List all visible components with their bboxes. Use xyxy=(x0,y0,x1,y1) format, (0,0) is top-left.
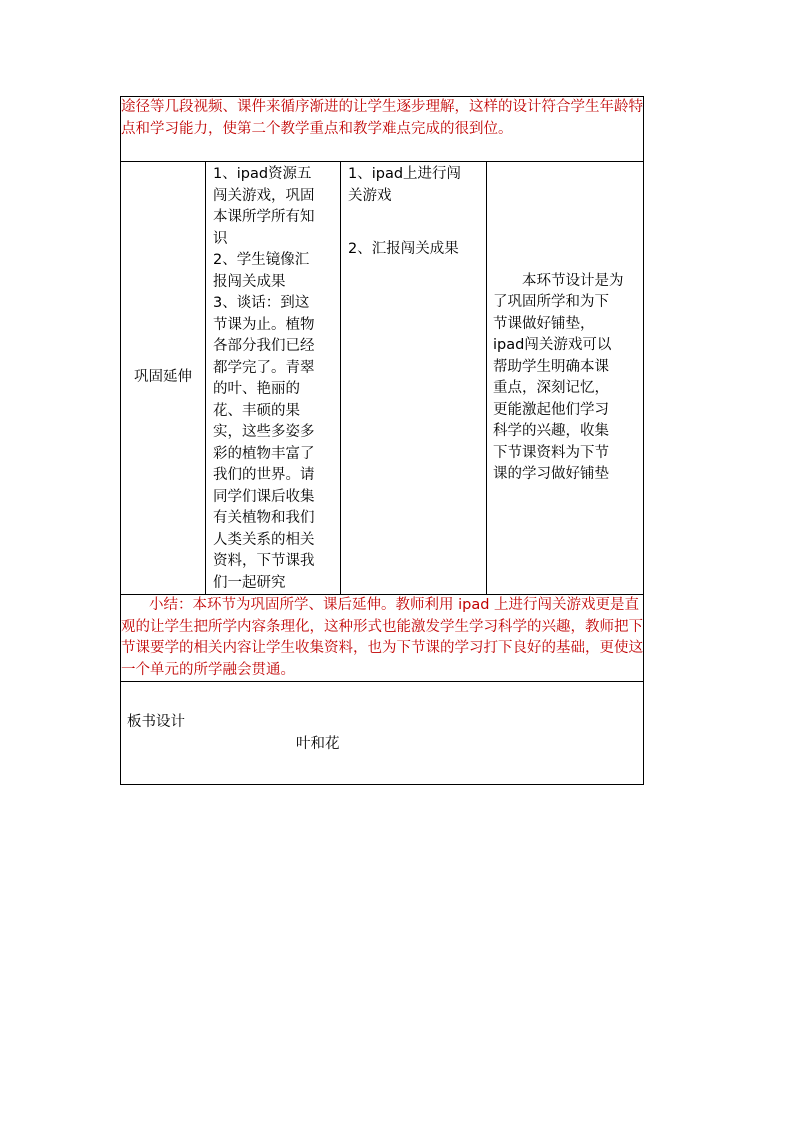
design-intent-cell xyxy=(487,162,644,595)
design-line: 重点，深刻记忆， xyxy=(493,380,609,396)
teacher-line: 都学完了。青翠 xyxy=(213,359,315,376)
summary-cell xyxy=(121,595,644,682)
teacher-activity-cell xyxy=(206,162,341,595)
student-item-1-line-1: 1、ipad上进行闯 xyxy=(348,166,462,182)
design-line: 课的学习做好铺垫 xyxy=(493,466,609,482)
intro-text: 途径等几段视频、课件来循序渐进的让学生逐步理解，这样的设计符合学生年龄特点和学习能力，使第二个教学重点和教学难点完成的很到位。 xyxy=(121,99,643,137)
teacher-line: 本课所学所有知 xyxy=(213,209,315,225)
teacher-line: 们一起研究 xyxy=(213,574,286,591)
summary-row xyxy=(121,595,644,682)
stage-label-cell xyxy=(121,162,206,595)
lesson-plan-table xyxy=(120,96,644,785)
design-line: 节课做好铺垫， xyxy=(493,315,595,332)
board-design-label: 板书设计 xyxy=(127,714,185,730)
design-line: 本环节设计是为 xyxy=(522,272,624,289)
teacher-line: 有关植物和我们 xyxy=(213,510,315,526)
teacher-line: 人类关系的相关 xyxy=(213,531,315,548)
teacher-line: 花、丰硕的果 xyxy=(213,402,300,419)
design-line: 下节课资料为下节 xyxy=(493,444,609,461)
spacer xyxy=(348,207,482,239)
design-line: 了巩固所学和为下 xyxy=(493,294,609,310)
teacher-line: 节课为止。植物 xyxy=(213,316,315,333)
teacher-line: 实，这些多姿多 xyxy=(213,424,315,440)
teacher-line: 资料，下节课我 xyxy=(213,553,315,569)
design-line: 帮助学生明确本课 xyxy=(493,358,609,375)
design-line: ipad闯关游戏可以 xyxy=(493,337,612,353)
teacher-line: 报闯关成果 xyxy=(213,273,286,290)
design-line: 科学的兴趣，收集 xyxy=(493,423,609,439)
teacher-line: 同学们课后收集 xyxy=(213,488,315,505)
board-design-title: 叶和花 xyxy=(296,736,340,752)
stage-label: 巩固延伸 xyxy=(134,369,192,386)
teacher-line: 各部分我们已经 xyxy=(213,338,315,354)
board-design-row xyxy=(121,682,644,785)
teacher-line: 彩的植物丰富了 xyxy=(213,445,315,462)
student-item-1-line-2: 关游戏 xyxy=(348,187,392,204)
teacher-line: 的叶、艳丽的 xyxy=(213,381,300,397)
teacher-line: 闯关游戏，巩固 xyxy=(213,187,315,204)
consolidation-row xyxy=(121,162,644,595)
intro-cell xyxy=(121,97,644,162)
student-activity-cell xyxy=(341,162,487,595)
teacher-line: 1、ipad资源五 xyxy=(213,166,312,182)
design-line: 更能激起他们学习 xyxy=(493,401,609,418)
summary-text: 小结：本环节为巩固所学、课后延伸。教师利用 ipad 上进行闯关游戏更是直观的让学生把所学内容条理化，这种形式也能激发学生学习科学的兴趣，教师把下节课要学的相关内容让学生收集资料，也为下节课的学习打下良好的基础，更使这一个单元的所学融会贯通。 xyxy=(121,597,643,678)
teacher-line: 2、学生镜像汇 xyxy=(213,252,310,268)
student-item-2: 2、汇报闯关成果 xyxy=(348,241,459,257)
intro-row xyxy=(121,97,644,162)
teacher-line: 3、谈话：到这 xyxy=(213,295,310,311)
teacher-line: 我们的世界。请 xyxy=(213,467,315,483)
board-design-cell xyxy=(121,682,644,785)
teacher-line: 识 xyxy=(213,230,228,247)
